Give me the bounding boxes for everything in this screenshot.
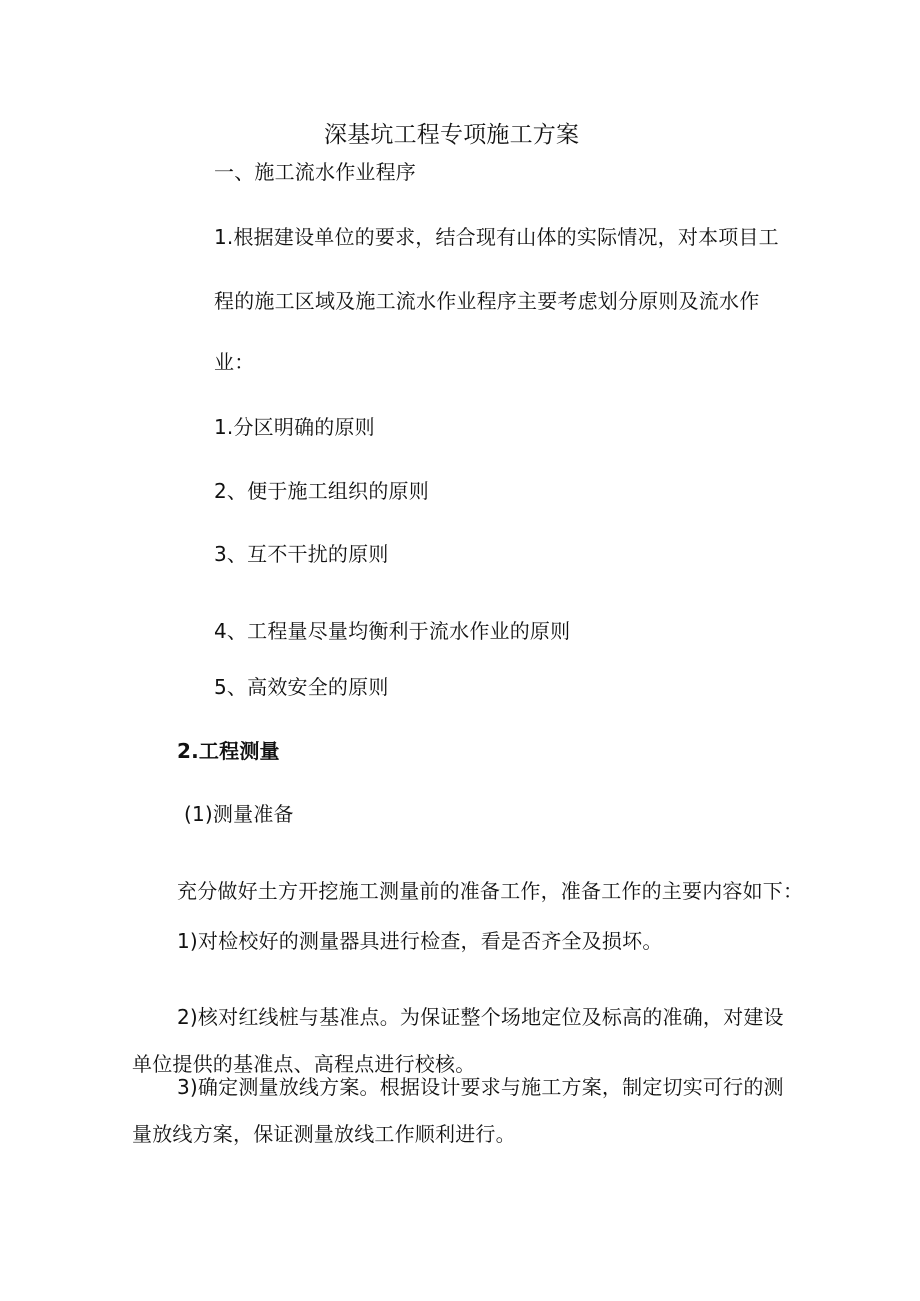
list-item: 4、工程量尽量均衡利于流水作业的原则 (214, 619, 571, 643)
paragraph-line: 单位提供的基准点、高程点进行校核。 (132, 1052, 476, 1076)
section-heading-2: 2.工程测量 (177, 739, 280, 763)
subsection-heading: (1)测量准备 (184, 802, 294, 826)
document-title: 深基坑工程专项施工方案 (324, 122, 580, 148)
list-item: 2)核对红线桩与基准点。为保证整个场地定位及标高的准确，对建设 (177, 1005, 784, 1029)
list-item: 3、互不干扰的原则 (214, 542, 389, 566)
paragraph-line: 业： (214, 350, 255, 374)
paragraph-line: 1.根据建设单位的要求，结合现有山体的实际情况，对本项目工 (214, 225, 779, 249)
list-item: 2、便于施工组织的原则 (214, 479, 429, 503)
list-item: 1.分区明确的原则 (214, 415, 375, 439)
paragraph-line: 量放线方案，保证测量放线工作顺利进行。 (132, 1122, 516, 1146)
paragraph-line: 充分做好土方开挖施工测量前的准备工作，准备工作的主要内容如下： (177, 879, 804, 903)
section-heading-1: 一、施工流水作业程序 (214, 160, 416, 184)
paragraph-line: 程的施工区域及施工流水作业程序主要考虑划分原则及流水作 (214, 289, 760, 313)
list-item: 5、高效安全的原则 (214, 675, 389, 699)
list-item: 1)对检校好的测量器具进行检查，看是否齐全及损坏。 (177, 929, 663, 953)
list-item: 3)确定测量放线方案。根据设计要求与施工方案，制定切实可行的测 (177, 1075, 784, 1099)
